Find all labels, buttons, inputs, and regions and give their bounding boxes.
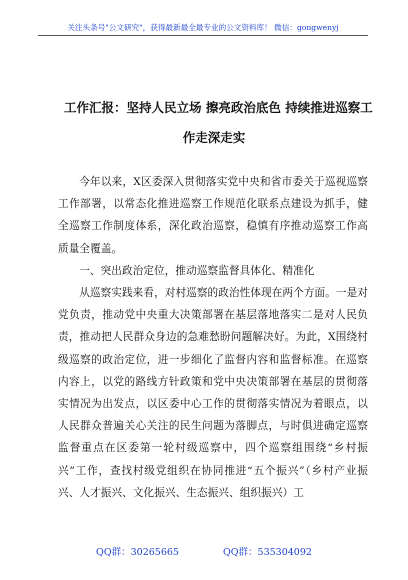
document-body (58, 171, 368, 504)
section-heading: 一、突出政治定位，推动巡察监督具体化、精准化 (79, 264, 315, 277)
footer-qq-group-2: QQ群：535304092 (222, 547, 312, 558)
body-paragraph: 从巡察实践来看，对村巡察的政治性体现在两个方面。一是对党负责，推动党中央重大决策部署在基层落地落实二是对人民负责，推动把人民群众身边的急难愁盼问题解决好。为此，X围绕村级巡察的政治定位，进一步细化了监督内容和监督标准。在巡察内容上，以党的路线方针政策和党中央决策部署在基层的贯彻落实情况为出发点，以区委中心工作的贯彻落实情况为着眼点，以人民群众普遍关心关注的民生问题为落脚点，与时俱进确定巡察监督重点在区委第一轮村级巡察中，四个巡察组围绕“乡村振兴”工作，查找村级党组织在协同推进“五个振兴”（乡村产业振兴、人才振兴、文化振兴、生态振兴、组织振兴）工 (58, 287, 368, 499)
document-title: 工作汇报：坚持人民立场 擦亮政治底色 持续推进巡察工 (64, 100, 373, 115)
footer (0, 544, 408, 558)
footer-qq-group-1: QQ群：30265665 (96, 547, 179, 558)
intro-paragraph: 今年以来，X区委深入贯彻落实党中央和省市委关于巡视巡察工作部署，以常态化推进巡察工作规范化联系点建设为抓手，健全巡察工作制度体系，深化政治巡察，稳慎有序推动巡察工作高质量全覆盖。 (58, 176, 368, 255)
header-notice: 关注头条号"公文研究"，获得最新最全最专业的公文资料库！ 微信：gongwenyj (38, 22, 368, 36)
document-title-continuation: 作走深走实 (182, 130, 246, 145)
